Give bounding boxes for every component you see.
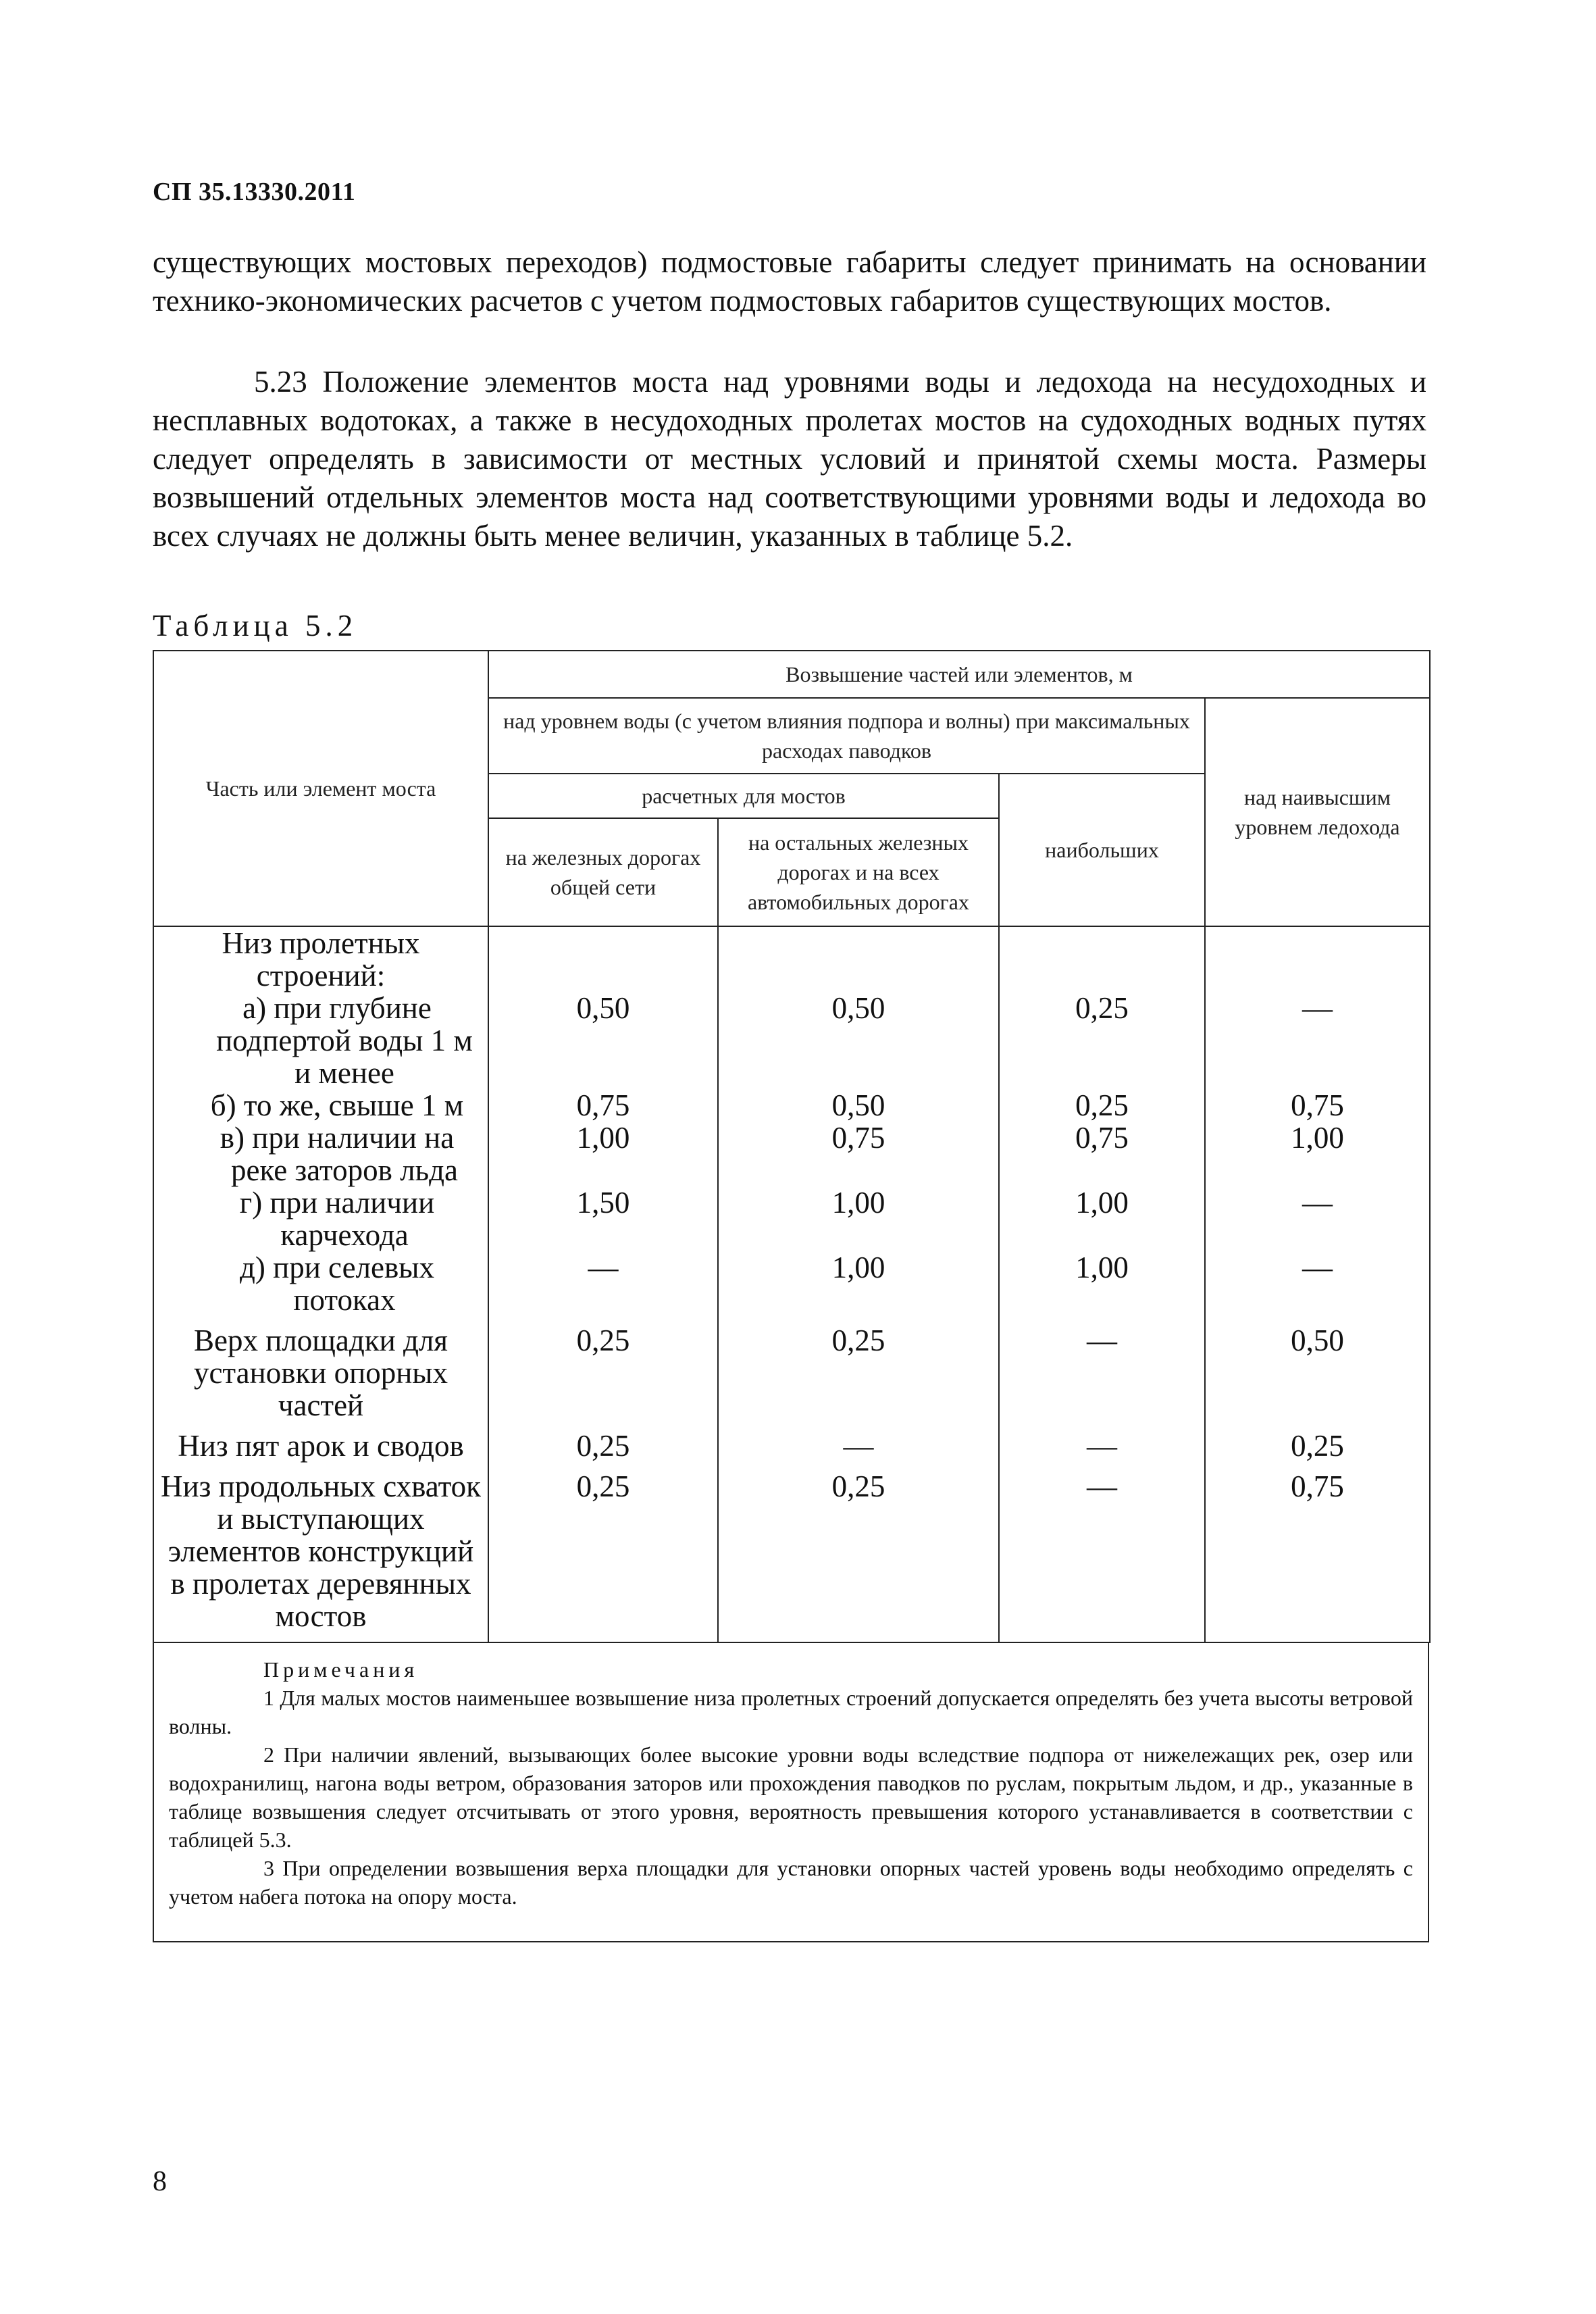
row-label: Низ продольных схваток	[160, 1469, 482, 1503]
value-cell: 0,25	[576, 1429, 630, 1463]
paragraph-5-23: 5.23 Положение элементов моста над уровнями воды и ледохода на несудоходных и несплавных водотоках, а также в несудоходных пролетах мостов на судоходных водных путях следует определять в зависимости от местных условий и принятой схемы моста. Размеры возвышений отдельных элементов моста над соответствующими уровнями воды и ледохода во всех случаях не должны быть менее величин, указанных в таблице 5.2.	[153, 365, 1426, 553]
row-label: г) при наличии	[239, 1186, 435, 1219]
row-label: и менее	[294, 1056, 394, 1090]
row-label: Верх площадки для	[193, 1324, 448, 1357]
row-label: потоках	[293, 1283, 396, 1317]
row-label: элементов конструкций	[168, 1534, 474, 1568]
value-cell: 0,50	[831, 1088, 885, 1122]
header-other-roads: на остальных железных дорогах и на всех автомобильных дорогах	[718, 818, 999, 926]
note-3: 3 При определении возвышения верха площадки для установки опорных частей уровень воды необходимо определять с учетом набега потока на опору моста.	[169, 1856, 1413, 1909]
row-label: Низ пят арок и сводов	[178, 1429, 464, 1463]
value-cell: —	[1087, 1469, 1117, 1503]
value-cell: —	[1087, 1429, 1117, 1463]
value-cell: —	[843, 1429, 874, 1463]
row-label: строений:	[256, 959, 386, 992]
row-label: установки опорных	[193, 1356, 448, 1390]
row-labels-column	[153, 926, 488, 1642]
value-cell: —	[1302, 1186, 1333, 1219]
value-cell: 0,75	[576, 1088, 630, 1122]
note-1: 1 Для малых мостов наименьшее возвышение низа пролетных строений допускается определять без учета высоты ветровой волны.	[169, 1686, 1413, 1738]
row-label: и выступающих	[217, 1502, 425, 1536]
value-cell: 0,25	[576, 1469, 630, 1503]
document-code: СП 35.13330.2011	[153, 178, 356, 206]
header-elevation: Возвышение частей или элементов, м	[488, 651, 1430, 698]
table-notes	[153, 1642, 1429, 1942]
elevation-table	[153, 650, 1431, 1643]
value-cell: 0,25	[1075, 991, 1129, 1025]
column-above-ice	[1205, 926, 1430, 1642]
row-label: Низ пролетных	[222, 926, 420, 960]
value-cell: 0,75	[831, 1121, 885, 1155]
value-cell: 1,00	[831, 1251, 885, 1284]
header-above-water: над уровнем воды (с учетом влияния подпора и волны) при максимальных расходах паводков	[488, 698, 1205, 774]
row-label: мостов	[275, 1599, 367, 1633]
value-cell: 0,25	[831, 1469, 885, 1503]
header-highest: наибольших	[999, 774, 1205, 926]
value-cell: 0,50	[576, 991, 630, 1025]
note-2: 2 При наличии явлений, вызывающих более высокие уровни воды вследствие подпора от нижележащих рек, озер или водохранилищ, нагона воды ветром, образования заторов или прохождения паводков по руслам, покрытым льдом, и др., указанные в таблице возвышения следует отсчитывать от этого уровня, вероятность превышения которого устанавливается в соответствии с таблицей 5.3.	[169, 1742, 1413, 1852]
value-cell: 1,00	[1291, 1121, 1344, 1155]
value-cell: 0,25	[576, 1324, 630, 1357]
value-cell: —	[1302, 1251, 1333, 1284]
row-label: в) при наличии на	[220, 1121, 455, 1155]
page-number: 8	[153, 2166, 167, 2197]
value-cell: 0,25	[1075, 1088, 1129, 1122]
row-label: в пролетах деревянных	[170, 1567, 471, 1601]
value-cell: —	[1087, 1324, 1117, 1357]
header-calculated: расчетных для мостов	[488, 774, 999, 818]
value-cell: 1,00	[576, 1121, 630, 1155]
value-cell: —	[1302, 991, 1333, 1025]
row-label: а) при глубине	[242, 991, 432, 1025]
value-cell: 1,50	[576, 1186, 630, 1219]
row-label: частей	[278, 1388, 364, 1422]
header-railways-general: на железных дорогах общей сети	[488, 818, 718, 926]
value-cell: —	[588, 1251, 619, 1284]
row-label: б) то же, свыше 1 м	[210, 1088, 464, 1122]
header-part: Часть или элемент моста	[153, 651, 488, 926]
value-cell: 1,00	[1075, 1186, 1129, 1219]
value-cell: 0,75	[1291, 1088, 1344, 1122]
column-highest	[999, 926, 1205, 1642]
value-cell: 0,75	[1075, 1121, 1129, 1155]
row-label: карчехода	[280, 1218, 409, 1252]
row-label: подпертой воды 1 м	[216, 1024, 473, 1057]
row-label: д) при селевых	[240, 1251, 434, 1284]
value-cell: 0,25	[1291, 1429, 1344, 1463]
row-label: реке заторов льда	[231, 1153, 458, 1187]
header-above-ice: над наивысшим уровнем ледохода	[1205, 698, 1430, 926]
value-cell: 0,75	[1291, 1469, 1344, 1503]
paragraph-continuation: существующих мостовых переходов) подмостовые габариты следует принимать на основании технико-экономических расчетов с учетом подмостовых габаритов существующих мостов.	[153, 245, 1426, 318]
value-cell: 1,00	[831, 1186, 885, 1219]
value-cell: 0,50	[1291, 1324, 1344, 1357]
value-cell: 1,00	[1075, 1251, 1129, 1284]
value-cell: 0,50	[831, 991, 885, 1025]
column-other-roads	[718, 926, 999, 1642]
notes-title: Примечания	[263, 1657, 419, 1682]
table-caption: Таблица 5.2	[153, 609, 358, 643]
value-cell: 0,25	[831, 1324, 885, 1357]
column-railways-general	[488, 926, 718, 1642]
